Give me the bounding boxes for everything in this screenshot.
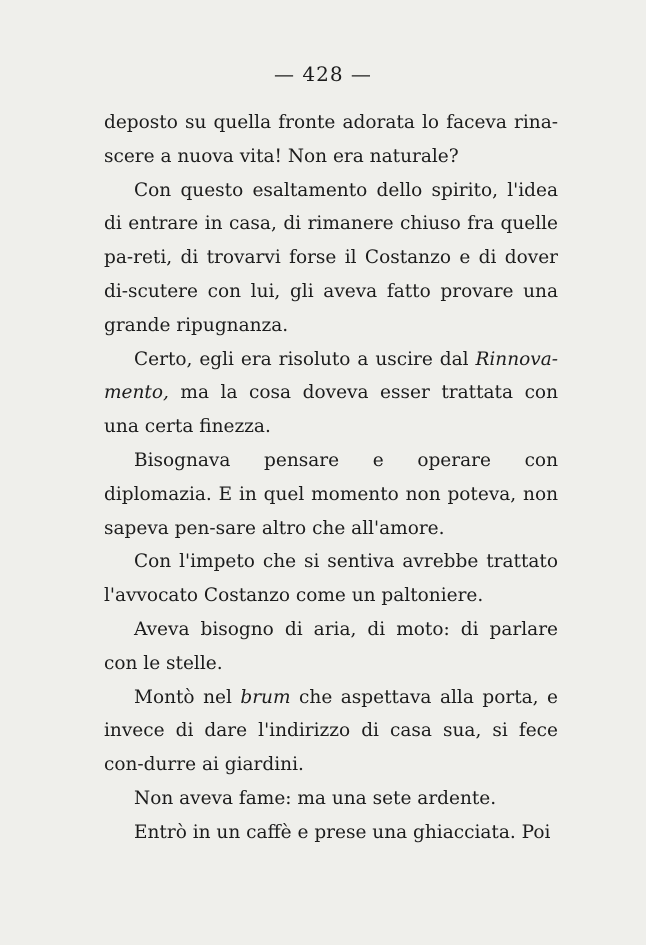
paragraph <box>104 613 558 681</box>
page-number: — 428 — <box>274 62 372 86</box>
paragraph <box>104 174 558 343</box>
paragraph <box>104 681 558 782</box>
paragraph <box>104 545 558 613</box>
text-run: Con questo esaltamento dello spirito, l'idea di entrare in casa, di rimanere chiuso fra quelle pa-reti, di trovarvi forse il Costanzo e di dover di-scutere con lui, gli aveva fatto provare una grande ripugnanza. <box>104 179 558 336</box>
text-run: Con l'impeto che si sentiva avrebbe trattato l'avvocato Costanzo come un paltoniere. <box>104 551 558 607</box>
paragraph <box>104 106 558 174</box>
paragraph <box>104 816 558 850</box>
text-run: Certo, egli era risoluto a uscire dal <box>134 348 476 370</box>
italic-text: Rinnova-mento, <box>104 348 558 404</box>
paragraph <box>104 343 558 444</box>
text-run: ma la cosa doveva esser trattata con una certa finezza. <box>104 382 558 438</box>
text-run: Bisognava pensare e operare con diplomazia. E in quel momento non poteva, non sapeva pen-sare altro che all'amore. <box>104 449 558 539</box>
text-run: che aspettava alla porta, e invece di dare l'indirizzo di casa sua, si fece con-durre ai giardini. <box>104 686 558 776</box>
text-run: Non aveva fame: ma una sete ardente. <box>134 787 497 809</box>
text-run: deposto su quella fronte adorata lo faceva rina-scere a nuova vita! Non era naturale? <box>104 112 558 167</box>
text-run: Entrò in un caffè e prese una ghiacciata. Poi <box>134 821 551 843</box>
italic-text: brum <box>240 686 291 708</box>
text-body <box>104 106 558 850</box>
paragraph <box>104 444 558 545</box>
text-run: Aveva bisogno di aria, di moto: di parlare con le stelle. <box>104 618 558 674</box>
text-run: Montò nel <box>134 686 241 708</box>
paragraph <box>104 782 558 816</box>
